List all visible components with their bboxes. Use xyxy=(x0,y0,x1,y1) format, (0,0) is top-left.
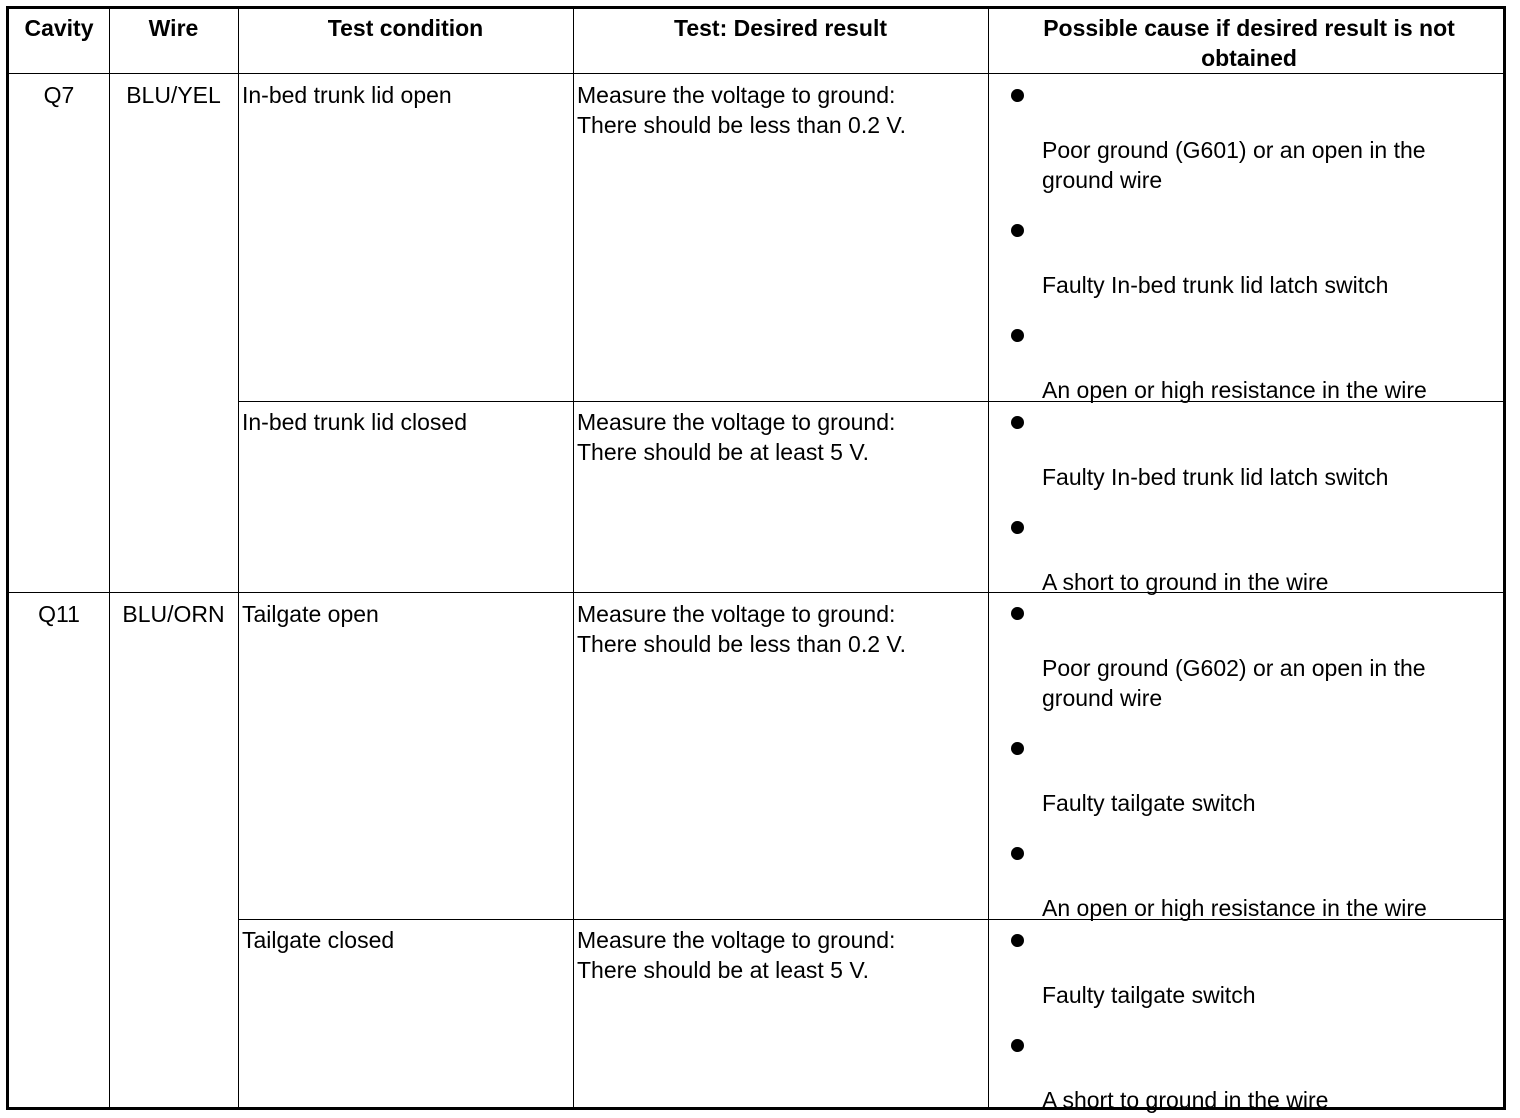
header-cavity: Cavity xyxy=(24,15,94,41)
bullet-icon xyxy=(1011,224,1024,237)
cavity-cell: Q7 xyxy=(43,82,75,108)
possible-cause: Poor ground (G601) or an open in the ground wire xyxy=(1042,137,1426,193)
wire-cell: BLU/YEL xyxy=(126,82,221,108)
desired-result-line: There should be less than 0.2 V. xyxy=(577,112,907,138)
possible-cause: Faulty In-bed trunk lid latch switch xyxy=(1042,272,1389,298)
possible-cause: An open or high resistance in the wire xyxy=(1042,895,1427,921)
test-condition: In-bed trunk lid closed xyxy=(242,409,468,435)
possible-cause: Poor ground (G602) or an open in the ground wire xyxy=(1042,655,1426,711)
bullet-icon xyxy=(1011,934,1024,947)
diagnostic-table xyxy=(6,6,1506,1113)
bullet-icon xyxy=(1011,416,1024,429)
desired-result-line: Measure the voltage to ground: xyxy=(577,927,896,953)
header-possible-cause: Possible cause if desired result is not obtained xyxy=(1043,15,1455,71)
column-divider xyxy=(238,9,239,1107)
row-divider xyxy=(9,73,1503,74)
bullet-icon xyxy=(1011,1039,1024,1052)
bullet-icon xyxy=(1011,329,1024,342)
bullet-icon xyxy=(1011,742,1024,755)
desired-result-line: There should be at least 5 V. xyxy=(577,439,869,465)
desired-result-line: Measure the voltage to ground: xyxy=(577,601,896,627)
bullet-icon xyxy=(1011,521,1024,534)
desired-result-line: There should be at least 5 V. xyxy=(577,957,869,983)
possible-cause: An open or high resistance in the wire xyxy=(1042,377,1427,403)
bullet-icon xyxy=(1011,89,1024,102)
bullet-icon xyxy=(1011,607,1024,620)
bullet-icon xyxy=(1011,847,1024,860)
desired-result-line: There should be less than 0.2 V. xyxy=(577,631,907,657)
possible-cause: Faulty In-bed trunk lid latch switch xyxy=(1042,464,1389,490)
possible-cause: Faulty tailgate switch xyxy=(1042,790,1256,816)
test-condition: In-bed trunk lid open xyxy=(242,82,452,108)
header-test-condition: Test condition xyxy=(327,15,484,41)
column-divider xyxy=(573,9,574,1107)
header-wire: Wire xyxy=(148,15,199,41)
possible-cause: Faulty tailgate switch xyxy=(1042,982,1256,1008)
test-condition: Tailgate open xyxy=(242,601,379,627)
desired-result-line: Measure the voltage to ground: xyxy=(577,82,896,108)
column-divider xyxy=(988,9,989,1107)
test-condition: Tailgate closed xyxy=(242,927,395,953)
wire-cell: BLU/ORN xyxy=(122,601,225,627)
cavity-cell: Q11 xyxy=(38,601,80,627)
possible-cause: A short to ground in the wire xyxy=(1042,569,1329,595)
header-desired-result: Test: Desired result xyxy=(673,15,888,41)
desired-result-line: Measure the voltage to ground: xyxy=(577,409,896,435)
column-divider xyxy=(109,9,110,1107)
possible-cause: A short to ground in the wire xyxy=(1042,1087,1329,1113)
